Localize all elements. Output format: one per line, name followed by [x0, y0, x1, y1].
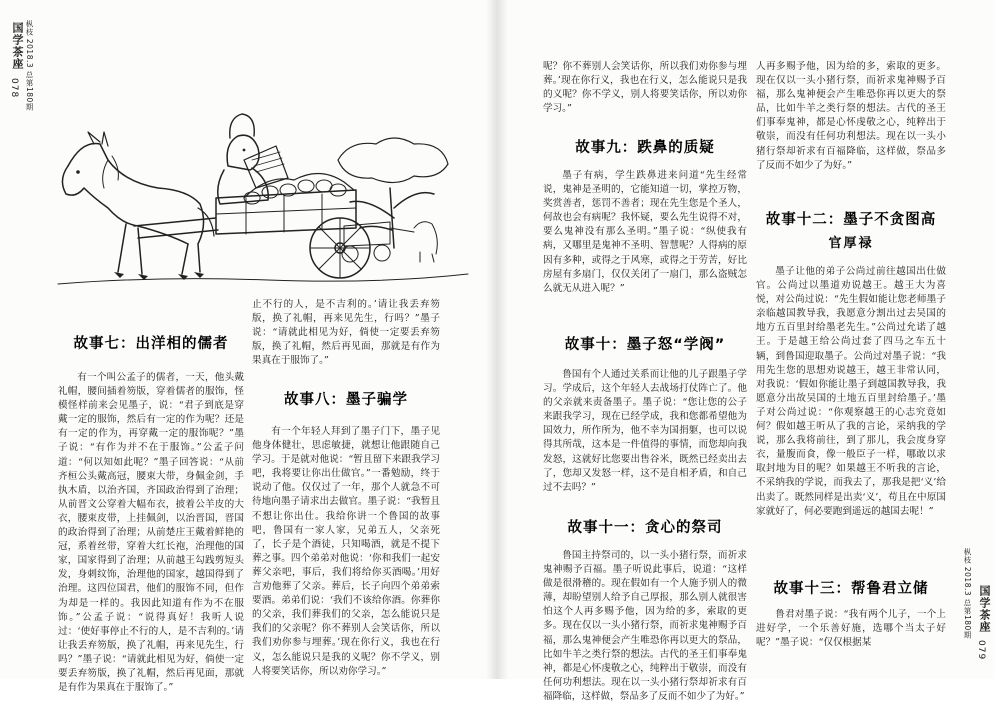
- heading-story-13: 故事十三：帮鲁君立储: [773, 581, 929, 597]
- horse-body: [68, 143, 204, 274]
- page-number-left: 078: [9, 78, 19, 99]
- cart-body: [216, 190, 356, 234]
- heading-story-9: 故事九：跌鼻的质疑: [575, 140, 715, 156]
- heading-story-11: 故事十一：贪心的祭司: [567, 520, 723, 536]
- heading-story-12-line2: 官厚禄: [828, 236, 874, 251]
- left-margin-strip: [0, 0, 36, 679]
- heading-story-7: 故事七：出洋相的儒者: [73, 336, 229, 352]
- story-10-text: 鲁国有个人通过关系而让他的儿子跟墨子学习。学成后，这个年轻人去战场打仗阵亡了。他的父亲就来责备墨子。墨子说：“您让您的公子来跟我学习，现在已经学成，我和您都希望他为国效力，所作所为，他不幸为国捐躯，也可以说得其所哉，这本是一件值得的事情，而您却向我发怒，这就好比您要出售谷米，既然已经卖出去了，您却又发怒一样，这不是自相矛盾，和自己过不去吗？”: [543, 369, 747, 493]
- magazine-brand-right: 国学茶座: [978, 585, 991, 633]
- scroll-in-hand: [244, 146, 288, 188]
- heading-story-12: [756, 208, 946, 251]
- story-7-continued: 止不行的人，是不吉利的。’请让我丢弃笏版，换了礼帽，再来见先生，行吗？”墨子说：“请就此相见为好，倘使一定要丢弃笏版，换了礼帽，然后再见面，那就是有作为果真在于服饰了。”: [252, 299, 440, 367]
- right-margin-strip: [958, 0, 994, 679]
- heading-story-10: 故事十：墨子怒“学阀”: [564, 337, 726, 353]
- cart-illustration: [38, 48, 470, 296]
- heading-story-12-line1: 故事十二：墨子不贪图高: [765, 212, 937, 228]
- story-8-continued: 呢？你不葬别人会笑话你，所以我们劝你参与埋葬。’现在你行义，我也在行义，怎么能说只是我的义呢？你不学义，别人将要笑话你，所以劝你学习。”: [543, 61, 747, 115]
- story-12-text: 墨子让他的弟子公尚过前往越国出仕做官。公尚过以墨道劝说越王。越王大为喜悦，对公尚过说：“先生假如能让您老师墨子亲临越国教导我，我愿意分割出过去吴国的地方五百里封给墨老先生。”公尚过允诺了越王。于是越王给公尚过套了四马之车五十辆，到鲁国迎取墨子。公尚过对墨子说：“我用先生您的思想劝说越王，越王非常认同，对我说：‘假如你能让墨子到越国教导我，我愿意分出故吴国的土地五百里封给墨子。’墨子对公尚过说：“你观察越王的心志究竟如何？假如越王听从了我的言论，采纳我的学说，那么我将前往，到了那儿，我会度身穿衣，量腹而食，像一般臣子一样，哪敢以求取封地为目的呢？如果越王不听我的言论，不采纳我的学说，而我去了，那我是把‘义’给出卖了。既然同样是出卖‘义’，苟且在中原国家就好了，何必要跑到遥远的越国去呢！”: [756, 266, 946, 517]
- magazine-brand: 国学茶座: [11, 22, 24, 70]
- issue-line-right: 枞枝 2018.3 总第180期: [963, 548, 972, 639]
- story-11-continued: 人再多赐予他，因为给的多，索取的更多。现在仅以一头小猪行祭，而祈求鬼神赐予百福，那么鬼神便会产生唯恐你再以更大的祭品，比如牛羊之类行祭的想法。古代的圣王们事奉鬼神，都是心怀虔敬之心，纯粹出于敬崇，而没有任何功利想法。现在以一头小猪行祭却祈求有百福降临，这样做，祭品多了反而不如少了为好。”: [756, 61, 946, 171]
- page-number-right: 079: [976, 640, 986, 661]
- story-8-text: 有一个年轻人拜到了墨子门下，墨子见他身体健壮，思虑敏捷，就想让他跟随自己学习。于是就对他说：“暂且留下来跟我学习吧，我将要让你出仕做官。”一番勉励，终于说动了他。仅仅过了一年，那个人就急不可待地向墨子请求出去做官。墨子说：“我暂且不想让你出仕。我给你讲一个鲁国的故事吧，鲁国有一家人家，兄弟五人，父亲死了，长子是个酒徒，只知喝酒，就是不提下葬之事。四个弟弟对他说：‘你和我们一起安葬父亲吧，事后，我们将给你买酒喝。’用好言劝他葬了父亲。葬后，长子向四个弟弟索要酒。弟弟们说：‘我们不该给你酒。你葬你的父亲，我们葬我们的父亲，怎么能说只是我们的父亲呢？你不葬别人会笑话你，所以我们劝你参与埋葬。’现在你行义，我也在行义，怎么能说只是我的义呢？你不学义，别人将要笑话你，所以劝你学习。”: [252, 426, 440, 677]
- story-11-text: 鲁国主持祭司的，以一头小猪行祭，而祈求鬼神赐予百福。墨子听说此事后，说道：“这样做是很滑稽的。现在假如有一个人施予别人的微薄，却盼望别人给予自己厚报，那么别人就很害怕这个人再多赐予他，因为给的多，索取的更多。现在仅以一头小猪行祭，而祈求鬼神赐予百福，那么鬼神便会产生唯恐你再以更大的祭品，比如牛羊之类行祭的想法。古代的圣王们事奉鬼神，都是心怀虔敬之心，纯粹出于敬崇，而没有任何功利想法。现在以一头小猪行祭却祈求有百福降临，这样做，祭品多了反而不如少了为好。”: [543, 550, 747, 702]
- scholar-head: [227, 135, 259, 170]
- gutter-shadow: [486, 0, 508, 679]
- story-9-text: 墨子有病，学生跌鼻进来问道“先生经常说，鬼神是圣明的，它能知道一切，掌控万物，奖赏善者，惩罚不善者；现在先生您是个圣人，何故也会有病呢？我怀疑，要么先生说得不对，要么鬼神没有那么圣明。”墨子说：“纵使我有病，又哪里是鬼神不圣明、智慧呢？人得病的原因有多种，或得之于风寒，或得之于劳苦，好比房屋有多扇门，仅仅关闭了一扇门，那么盗贼怎么就无从进入呢？”: [543, 170, 747, 294]
- column-right-page-b: [756, 60, 946, 652]
- column-left-page-a: [58, 322, 244, 694]
- story-7-text: 有一个叫公孟子的儒者，一天，他头戴礼帽，腰间插着笏版，穿着儒者的服饰，怪模怪样前来会见墨子，说：“君子到底是穿戴一定的服饰，然后有一定的作为呢？还是有一定的作为，再穿戴一定的服饰呢？”墨子说：“有作为并不在于服饰。”公孟子问道：“何以知如此呢？”墨子回答说：“从前齐桓公头戴高冠，腰束大带，身佩金剑，手执木盾，以治齐国，齐国政治得到了治理；从前晋文公穿着大幅布衣，披着公羊皮的大衣，腰束皮带，上挂佩剑，以治晋国，晋国的政治得到了治理；从前楚庄王戴着鲜艳的冠，系着丝带，穿着大红长袍，治理他的国家，国家得到了治理；从前越王勾践剪短头发，身刺纹饰，治理他的国家，越国得到了治理。这四位国君，他们的服饰不同，但作为却是一样的。我因此知道有作为不在服饰。”公孟子说：“说得真好！我听人说过：‘使好事停止不行的人，是不吉利的。’请让我丢弃笏版，换了礼帽，再来见先生，行吗？”墨子说：“请就此相见为好，倘使一定要丢弃笏版，换了礼帽，然后再见面，那就是有作为果真在于服饰了。”: [58, 372, 244, 694]
- issue-line: 枞枝 2018.3 总第180期: [25, 20, 34, 111]
- story-13-text: 鲁君对墨子说：“我有两个儿子，一个上进好学，一个乐善好施，选哪个当太子好呢？”墨子说：“仅仅根据某: [756, 609, 946, 649]
- column-right-page-a: [543, 60, 747, 702]
- column-left-page-b: [252, 298, 440, 677]
- heading-story-8: 故事八：墨子骗学: [284, 392, 408, 408]
- tree-branches: [350, 188, 434, 248]
